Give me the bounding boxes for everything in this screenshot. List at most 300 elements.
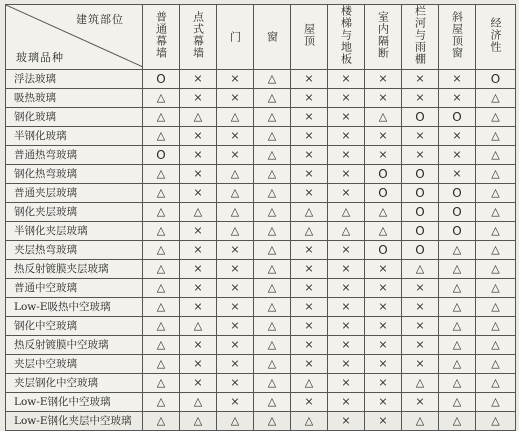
unsuitable-mark: × xyxy=(341,72,351,85)
table-cell xyxy=(180,298,217,317)
column-header-label: 门 xyxy=(228,30,242,43)
table-cell xyxy=(402,127,439,146)
column-header xyxy=(143,5,180,70)
suitable-mark: O xyxy=(452,185,462,200)
conditional-mark: △ xyxy=(156,338,166,351)
conditional-mark: △ xyxy=(452,281,462,294)
table-cell xyxy=(180,241,217,260)
conditional-mark: △ xyxy=(491,338,500,351)
unsuitable-mark: × xyxy=(378,414,388,427)
table-cell xyxy=(439,279,476,298)
table-cell xyxy=(365,336,402,355)
unsuitable-mark: × xyxy=(230,281,240,294)
corner-label-glass-type: 玻璃品种 xyxy=(16,51,64,64)
suitable-mark: O xyxy=(378,242,388,257)
conditional-mark: △ xyxy=(491,357,500,370)
unsuitable-mark: × xyxy=(415,148,425,161)
suitable-mark: O xyxy=(378,185,388,200)
table-cell xyxy=(291,374,328,393)
conditional-mark: △ xyxy=(156,300,166,313)
unsuitable-mark: × xyxy=(304,300,314,313)
unsuitable-mark: × xyxy=(304,110,314,123)
table-cell xyxy=(143,146,180,165)
conditional-mark: △ xyxy=(491,224,500,237)
conditional-mark: △ xyxy=(491,414,500,427)
conditional-mark: △ xyxy=(156,376,166,389)
table-cell xyxy=(402,336,439,355)
table-cell xyxy=(328,70,365,89)
conditional-mark: △ xyxy=(491,300,500,313)
table-cell xyxy=(402,165,439,184)
table-cell xyxy=(439,241,476,260)
table-cell xyxy=(402,374,439,393)
column-header-label: 点式幕墙 xyxy=(191,11,205,59)
unsuitable-mark: × xyxy=(452,129,462,142)
column-header xyxy=(254,5,291,70)
row-label: 夹层热弯玻璃 xyxy=(6,241,143,260)
table-cell xyxy=(254,317,291,336)
unsuitable-mark: × xyxy=(304,338,314,351)
table xyxy=(5,4,516,431)
table-cell xyxy=(180,260,217,279)
table-cell xyxy=(328,393,365,412)
table-cell xyxy=(439,146,476,165)
table-row xyxy=(6,317,516,336)
table-cell xyxy=(402,412,439,431)
unsuitable-mark: × xyxy=(341,91,351,104)
table-cell xyxy=(402,89,439,108)
table-cell xyxy=(402,317,439,336)
table-cell xyxy=(217,393,254,412)
table-cell xyxy=(328,279,365,298)
conditional-mark: △ xyxy=(267,376,277,389)
table-cell xyxy=(143,222,180,241)
table-cell xyxy=(217,241,254,260)
column-header-label: 经济性 xyxy=(489,17,502,53)
table-cell xyxy=(180,374,217,393)
conditional-mark: △ xyxy=(491,262,500,275)
row-label: 钢化热弯玻璃 xyxy=(6,165,143,184)
table-cell xyxy=(439,336,476,355)
suitable-mark: O xyxy=(378,166,388,181)
table-cell xyxy=(180,336,217,355)
table-cell xyxy=(291,355,328,374)
conditional-mark: △ xyxy=(378,110,388,123)
table-cell xyxy=(365,260,402,279)
conditional-mark: △ xyxy=(491,110,500,123)
unsuitable-mark: × xyxy=(415,129,425,142)
conditional-mark: △ xyxy=(156,262,166,275)
table-cell xyxy=(180,355,217,374)
table-cell xyxy=(180,89,217,108)
table-cell xyxy=(365,317,402,336)
row-label: 普通中空玻璃 xyxy=(6,279,143,298)
table-cell xyxy=(439,412,476,431)
suitable-mark: O xyxy=(415,242,425,257)
table-cell xyxy=(217,89,254,108)
unsuitable-mark: × xyxy=(452,167,462,180)
table-cell xyxy=(291,165,328,184)
table-cell xyxy=(254,222,291,241)
table-cell xyxy=(217,70,254,89)
conditional-mark: △ xyxy=(415,376,425,389)
column-header xyxy=(217,5,254,70)
unsuitable-mark: × xyxy=(378,395,388,408)
table-cell xyxy=(328,374,365,393)
unsuitable-mark: × xyxy=(230,376,240,389)
table-cell xyxy=(402,241,439,260)
conditional-mark: △ xyxy=(491,205,500,218)
table-cell xyxy=(180,317,217,336)
conditional-mark: △ xyxy=(267,186,277,199)
unsuitable-mark: × xyxy=(415,91,425,104)
unsuitable-mark: × xyxy=(193,72,203,85)
conditional-mark: △ xyxy=(452,376,462,389)
conditional-mark: △ xyxy=(378,205,388,218)
table-cell xyxy=(217,355,254,374)
table-cell xyxy=(180,279,217,298)
glass-application-table xyxy=(5,4,515,427)
conditional-mark: △ xyxy=(267,414,277,427)
unsuitable-mark: × xyxy=(452,91,462,104)
table-cell xyxy=(476,355,516,374)
conditional-mark: △ xyxy=(267,262,277,275)
table-cell xyxy=(217,412,254,431)
row-label: 普通热弯玻璃 xyxy=(6,146,143,165)
table-cell xyxy=(180,70,217,89)
unsuitable-mark: × xyxy=(230,395,240,408)
conditional-mark: △ xyxy=(267,72,277,85)
conditional-mark: △ xyxy=(267,110,277,123)
conditional-mark: △ xyxy=(378,224,388,237)
table-cell xyxy=(180,184,217,203)
unsuitable-mark: × xyxy=(378,148,388,161)
table-cell xyxy=(217,127,254,146)
table-cell xyxy=(365,355,402,374)
row-label: 热反射镀膜夹层玻璃 xyxy=(6,260,143,279)
conditional-mark: △ xyxy=(491,395,500,408)
table-cell xyxy=(217,298,254,317)
table-cell xyxy=(291,184,328,203)
unsuitable-mark: × xyxy=(193,148,203,161)
table-cell xyxy=(476,89,516,108)
table-cell xyxy=(143,260,180,279)
unsuitable-mark: × xyxy=(341,243,351,256)
table-cell xyxy=(476,298,516,317)
table-cell xyxy=(143,241,180,260)
table-cell xyxy=(291,279,328,298)
table-cell xyxy=(476,374,516,393)
conditional-mark: △ xyxy=(267,167,277,180)
table-cell xyxy=(328,203,365,222)
unsuitable-mark: × xyxy=(193,357,203,370)
conditional-mark: △ xyxy=(193,205,203,218)
table-cell xyxy=(291,241,328,260)
conditional-mark: △ xyxy=(452,357,462,370)
unsuitable-mark: × xyxy=(304,72,314,85)
column-header-label: 普通幕墙 xyxy=(154,11,168,59)
unsuitable-mark: × xyxy=(230,148,240,161)
table-cell xyxy=(328,260,365,279)
column-header xyxy=(180,5,217,70)
unsuitable-mark: × xyxy=(452,72,462,85)
table-cell xyxy=(217,165,254,184)
unsuitable-mark: × xyxy=(230,300,240,313)
table-cell xyxy=(365,374,402,393)
conditional-mark: △ xyxy=(267,300,277,313)
table-cell xyxy=(328,108,365,127)
table-cell xyxy=(143,374,180,393)
unsuitable-mark: × xyxy=(304,186,314,199)
conditional-mark: △ xyxy=(156,357,166,370)
suitable-mark: O xyxy=(415,223,425,238)
conditional-mark: △ xyxy=(491,148,500,161)
unsuitable-mark: × xyxy=(230,262,240,275)
unsuitable-mark: × xyxy=(415,72,425,85)
unsuitable-mark: × xyxy=(341,319,351,332)
table-cell xyxy=(365,146,402,165)
row-label: 热反射镀膜中空玻璃 xyxy=(6,336,143,355)
unsuitable-mark: × xyxy=(304,91,314,104)
conditional-mark: △ xyxy=(267,148,277,161)
table-cell xyxy=(365,241,402,260)
table-cell xyxy=(365,279,402,298)
conditional-mark: △ xyxy=(156,167,166,180)
conditional-mark: △ xyxy=(304,205,314,218)
unsuitable-mark: × xyxy=(304,357,314,370)
unsuitable-mark: × xyxy=(378,262,388,275)
conditional-mark: △ xyxy=(491,243,500,256)
table-cell xyxy=(291,146,328,165)
table-cell xyxy=(402,298,439,317)
unsuitable-mark: × xyxy=(341,148,351,161)
table-cell xyxy=(439,203,476,222)
row-label: Low-E钢化夹层中空玻璃 xyxy=(6,412,143,431)
table-cell xyxy=(291,412,328,431)
table-cell xyxy=(143,279,180,298)
row-label: 吸热玻璃 xyxy=(6,89,143,108)
table-row xyxy=(6,146,516,165)
table-row xyxy=(6,336,516,355)
unsuitable-mark: × xyxy=(193,91,203,104)
table-cell xyxy=(180,203,217,222)
table-cell xyxy=(439,260,476,279)
table-cell xyxy=(291,336,328,355)
table-cell xyxy=(291,317,328,336)
row-label: 夹层中空玻璃 xyxy=(6,355,143,374)
table-cell xyxy=(143,317,180,336)
conditional-mark: △ xyxy=(193,414,203,427)
table-cell xyxy=(476,203,516,222)
table-row xyxy=(6,108,516,127)
unsuitable-mark: × xyxy=(378,376,388,389)
table-cell xyxy=(476,127,516,146)
conditional-mark: △ xyxy=(230,186,240,199)
table-cell xyxy=(365,393,402,412)
conditional-mark: △ xyxy=(193,395,203,408)
suitable-mark: O xyxy=(452,109,462,124)
table-cell xyxy=(328,412,365,431)
unsuitable-mark: × xyxy=(341,110,351,123)
table-cell xyxy=(217,260,254,279)
table-cell xyxy=(476,279,516,298)
table-cell xyxy=(254,298,291,317)
table-cell xyxy=(439,108,476,127)
conditional-mark: △ xyxy=(341,205,351,218)
unsuitable-mark: × xyxy=(230,338,240,351)
table-cell xyxy=(365,70,402,89)
table-cell xyxy=(476,184,516,203)
table-cell xyxy=(476,412,516,431)
unsuitable-mark: × xyxy=(193,224,203,237)
unsuitable-mark: × xyxy=(341,395,351,408)
conditional-mark: △ xyxy=(491,319,500,332)
table-cell xyxy=(328,241,365,260)
table-cell xyxy=(365,222,402,241)
table-cell xyxy=(476,146,516,165)
table-cell xyxy=(439,89,476,108)
table-cell xyxy=(180,127,217,146)
table-cell xyxy=(365,108,402,127)
table-cell xyxy=(217,108,254,127)
conditional-mark: △ xyxy=(156,110,166,123)
column-header-label: 斜屋顶窗 xyxy=(450,11,464,59)
table-cell xyxy=(328,355,365,374)
column-header-label: 楼梯与地板 xyxy=(339,5,353,65)
unsuitable-mark: × xyxy=(341,300,351,313)
conditional-mark: △ xyxy=(267,357,277,370)
table-cell xyxy=(143,165,180,184)
table-cell xyxy=(328,317,365,336)
row-label: 夹层钢化中空玻璃 xyxy=(6,374,143,393)
row-label: 钢化夹层玻璃 xyxy=(6,203,143,222)
table-row xyxy=(6,393,516,412)
suitable-mark: O xyxy=(490,71,501,86)
table-row xyxy=(6,70,516,89)
table-cell xyxy=(254,70,291,89)
table-cell xyxy=(291,108,328,127)
table-cell xyxy=(143,336,180,355)
table-cell xyxy=(365,184,402,203)
conditional-mark: △ xyxy=(267,224,277,237)
unsuitable-mark: × xyxy=(378,300,388,313)
table-row xyxy=(6,127,516,146)
conditional-mark: △ xyxy=(230,414,240,427)
table-cell xyxy=(402,260,439,279)
table-cell xyxy=(254,336,291,355)
table-cell xyxy=(402,184,439,203)
unsuitable-mark: × xyxy=(341,186,351,199)
conditional-mark: △ xyxy=(415,414,425,427)
column-header-label: 窗 xyxy=(265,30,279,43)
conditional-mark: △ xyxy=(156,205,166,218)
table-row xyxy=(6,412,516,431)
table-cell xyxy=(143,184,180,203)
conditional-mark: △ xyxy=(491,129,500,142)
table-cell xyxy=(476,317,516,336)
conditional-mark: △ xyxy=(267,91,277,104)
table-cell xyxy=(180,412,217,431)
conditional-mark: △ xyxy=(156,319,166,332)
unsuitable-mark: × xyxy=(304,281,314,294)
table-cell xyxy=(254,89,291,108)
table-cell xyxy=(402,203,439,222)
table-cell xyxy=(180,222,217,241)
unsuitable-mark: × xyxy=(230,243,240,256)
table-row xyxy=(6,355,516,374)
conditional-mark: △ xyxy=(491,376,500,389)
column-header xyxy=(402,5,439,70)
header-row xyxy=(6,5,516,70)
conditional-mark: △ xyxy=(156,186,166,199)
table-cell xyxy=(180,146,217,165)
unsuitable-mark: × xyxy=(230,129,240,142)
table-cell xyxy=(291,222,328,241)
row-label: 半钢化玻璃 xyxy=(6,127,143,146)
unsuitable-mark: × xyxy=(415,338,425,351)
table-cell xyxy=(402,70,439,89)
unsuitable-mark: × xyxy=(378,357,388,370)
conditional-mark: △ xyxy=(193,319,203,332)
table-cell xyxy=(217,146,254,165)
conditional-mark: △ xyxy=(452,395,462,408)
unsuitable-mark: × xyxy=(193,281,203,294)
unsuitable-mark: × xyxy=(193,338,203,351)
table-cell xyxy=(439,184,476,203)
table-cell xyxy=(476,260,516,279)
unsuitable-mark: × xyxy=(378,338,388,351)
table-row xyxy=(6,374,516,393)
conditional-mark: △ xyxy=(491,91,500,104)
table-cell xyxy=(328,184,365,203)
conditional-mark: △ xyxy=(491,281,500,294)
unsuitable-mark: × xyxy=(304,395,314,408)
table-cell xyxy=(291,203,328,222)
column-header xyxy=(365,5,402,70)
table-cell xyxy=(254,127,291,146)
conditional-mark: △ xyxy=(452,414,462,427)
conditional-mark: △ xyxy=(267,281,277,294)
unsuitable-mark: × xyxy=(341,376,351,389)
table-cell xyxy=(365,203,402,222)
table-cell xyxy=(439,374,476,393)
table-cell xyxy=(402,108,439,127)
unsuitable-mark: × xyxy=(193,243,203,256)
table-cell xyxy=(328,336,365,355)
table-cell xyxy=(365,89,402,108)
table-cell xyxy=(365,412,402,431)
unsuitable-mark: × xyxy=(304,167,314,180)
table-row xyxy=(6,222,516,241)
table-cell xyxy=(439,165,476,184)
conditional-mark: △ xyxy=(452,300,462,313)
table-cell xyxy=(143,70,180,89)
table-row xyxy=(6,298,516,317)
suitable-mark: O xyxy=(415,185,425,200)
table-cell xyxy=(254,165,291,184)
column-header xyxy=(291,5,328,70)
conditional-mark: △ xyxy=(267,205,277,218)
unsuitable-mark: × xyxy=(193,186,203,199)
table-cell xyxy=(291,89,328,108)
unsuitable-mark: × xyxy=(378,91,388,104)
unsuitable-mark: × xyxy=(193,376,203,389)
conditional-mark: △ xyxy=(267,395,277,408)
table-cell xyxy=(402,279,439,298)
suitable-mark: O xyxy=(415,109,425,124)
table-cell xyxy=(328,298,365,317)
unsuitable-mark: × xyxy=(415,300,425,313)
